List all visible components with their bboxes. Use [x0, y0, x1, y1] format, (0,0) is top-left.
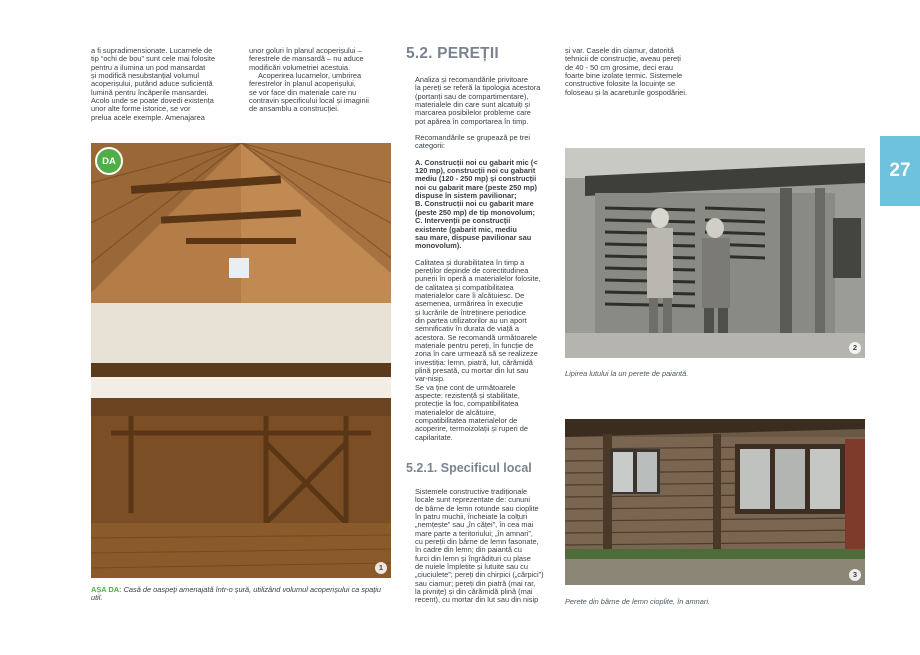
caption-attic-text: Casă de oaspeți amenajată într-o șură, utilizând volumul acoperișului ca spațiu util.: [91, 585, 382, 603]
text-line: tehnicii de construcție, aveau pereți: [565, 54, 681, 64]
text-line: categorii:: [415, 141, 445, 151]
page-number-tab: 27: [880, 136, 920, 206]
approved-badge: DA: [95, 147, 123, 175]
text-line: ferestrele de mansardă – nu aduce: [249, 54, 364, 64]
text-line: cu pereții din bârne de lemn fasonate,: [415, 537, 539, 547]
timber-wall-photo: [565, 419, 865, 585]
text-line: existente (gabarit mic, mediu: [415, 224, 517, 234]
text-line: aspecte: rezistență și stabilitate,: [415, 391, 520, 401]
text-line: marcarea posibilelor probleme care: [415, 108, 531, 118]
text-line: materialele din care sunt alcatuiți și: [415, 100, 531, 110]
text-line: plină presată, cu mortar din lut sau: [415, 366, 529, 375]
text-line: recent), cu mortar din lut sau din nisip: [415, 595, 539, 605]
text-line: monovolum).: [415, 241, 462, 251]
text-line: sau ciamur; pereți din piatră (mai rar,: [415, 578, 536, 588]
text-line: dispuse în sistem pavilionar;: [415, 191, 517, 201]
photo-number-2: 2: [849, 342, 861, 354]
criteria-paragraph: [406, 384, 550, 442]
text-line: constructive folosite la locuințe se: [565, 79, 676, 89]
text-column-1: [91, 47, 234, 122]
quality-paragraph: [406, 259, 550, 384]
attic-photo-caption: [91, 586, 391, 603]
attic-guest-house-photo: [91, 143, 391, 578]
text-line: contravin specificului local și imaginii: [249, 96, 369, 106]
text-line: Acolo unde se poate dovedi existența: [91, 96, 214, 106]
text-line: se vor face din materiale care nu: [249, 87, 357, 97]
text-line: acestora. Se recomandă următoarele: [415, 332, 538, 342]
photo-number-1: 1: [375, 562, 387, 574]
text-column-3: [406, 76, 550, 442]
text-line: „ciuciulete”; pereți din chirpici („cărpici”): [415, 570, 544, 580]
text-line: compatibilitatea materialelor de: [415, 416, 518, 426]
text-line: mare parte a teritoriului; „în amnari”,: [415, 528, 533, 538]
text-line: materialelor care îi alcătuiesc. De: [415, 290, 525, 300]
text-column-2: [249, 47, 391, 114]
text-line: de 40 - 50 cm grosime, deci erau: [565, 62, 674, 72]
text-line: capilaritate.: [415, 432, 453, 442]
text-line: de bârne de lemn rotunde sau cioplite: [415, 503, 539, 513]
text-line: Acoperirea lucarnelor, umbrirea: [258, 71, 362, 81]
text-line: furci din lemn și îngrădituri cu plase: [415, 553, 531, 563]
text-line: Recomandările se grupează pe trei: [415, 133, 531, 143]
text-line: prelua acele exemple. Amenajarea: [91, 112, 205, 122]
text-line: pot apărea în comportarea în timp.: [415, 116, 529, 126]
text-line: foarte bine izolate termic. Sistemele: [565, 71, 683, 81]
text-line: de nuiele împletite și lutuite sau cu: [415, 562, 528, 572]
text-line: A. Construcții noi cu gabarit mic (<: [415, 157, 538, 167]
text-line: și modifică nesubstanțial volumul: [91, 71, 200, 81]
text-line: mediu (120 - 250 mp) și construcții: [415, 174, 537, 184]
text-line: materiale pentru pereți, în funcție de: [415, 340, 534, 350]
text-line: pereților depinde de corectitudinea: [415, 265, 529, 275]
text-line: acoperișului, putând aduce suficientă: [91, 79, 213, 89]
text-line: în patru muchii, încheiate la colțuri: [415, 512, 528, 522]
text-line: unor goluri în planul acoperișului –: [249, 46, 362, 55]
timber-wall-caption: Perete din bârne de lemn cioplite, în amnari.: [565, 597, 711, 606]
text-line: sau mare, dispuse pavilionar sau: [415, 232, 532, 242]
walls-intro: [406, 76, 550, 126]
text-line: în cadre din lemn; din paiantă cu: [415, 545, 522, 555]
groups-intro: [406, 134, 550, 151]
text-line: ferestrelor în planul acoperișului,: [249, 79, 356, 89]
categories-list: [406, 159, 550, 251]
text-line: „nemțește” sau „în căței”, în cea mai: [415, 520, 534, 530]
text-line: Calitatea și durabilitatea în timp a: [415, 257, 525, 267]
text-line: Se va ține cont de următoarele: [415, 382, 516, 392]
text-line: C. Intervenții pe construcții: [415, 216, 511, 226]
text-line: var-nisip.: [415, 374, 445, 384]
text-line: 120 mp), construcții noi cu gabarit: [415, 166, 536, 176]
section-title: 5.2. PEREȚII: [406, 45, 499, 62]
text-line: protecție la foc, compatibilitatea: [415, 399, 519, 409]
text-line: semnificativ în durata de viață a: [415, 324, 519, 334]
text-line: la pivnițe) și din cărămidă plină (mai: [415, 587, 533, 597]
text-line: (portanți sau de compartimentare),: [415, 91, 529, 101]
local-specific-paragraph: [406, 488, 550, 605]
text-line: (peste 250 mp) de tip monovolum;: [415, 207, 535, 217]
text-line: la pereți se referă la tipologia acestora: [415, 83, 541, 93]
text-line: acoperire, termoizolații și ruperi de: [415, 424, 528, 434]
text-column-4: [565, 47, 707, 97]
wattle-wall-caption: Lipirea lutului la un perete de paiantă.: [565, 369, 689, 378]
subsection-title: 5.2.1. Specificul local: [406, 461, 532, 475]
text-line: Analiza și recomandările privitoare: [415, 75, 528, 84]
text-line: pentru a ilumina un pod mansardat: [91, 62, 206, 72]
text-line: zona în care urmează să se realizeze: [415, 349, 538, 359]
text-line: investiția: lemn, piatră, lut, cărămidă: [415, 357, 533, 367]
text-line: tip “ochi de bou” sunt cele mai folosite: [91, 54, 216, 64]
photo-number-3: 3: [849, 569, 861, 581]
text-line: modificări volumetriei acestuia.: [249, 62, 351, 72]
text-line: de ansamblu a construcției.: [249, 104, 339, 114]
text-line: și lucrările de întreținere periodice: [415, 307, 526, 317]
text-line: materialelor de alcătuire,: [415, 407, 496, 417]
wattle-wall-photo: [565, 148, 865, 358]
text-line: B. Construcții noi cu gabarit mare: [415, 199, 534, 209]
caption-approved-label: AȘA DA:: [91, 585, 122, 594]
text-line: asemenea, urmărirea în execuție: [415, 299, 524, 309]
text-line: lumină pentru încăperile mansardei.: [91, 87, 209, 97]
text-line: punerii în operă a materialelor folosite,: [415, 274, 541, 284]
text-line: Sistemele constructive tradiționale: [415, 487, 528, 496]
text-line: foloseau și la acareturile gospodăriei.: [565, 87, 688, 97]
text-line: și var. Casele din ciamur, datorită: [565, 46, 674, 55]
text-line: noi cu gabarit mare (peste 250 mp): [415, 182, 537, 192]
text-line: a fi supradimensionate. Lucarnele de: [91, 46, 213, 55]
text-line: de calitatea și compatibilitatea: [415, 282, 514, 292]
text-line: locale sunt reprezentate de: cununi: [415, 495, 531, 505]
text-line: unor alte forme istorice, se vor: [91, 104, 191, 114]
text-line: din partea utilizatorilor au un aport: [415, 315, 527, 325]
